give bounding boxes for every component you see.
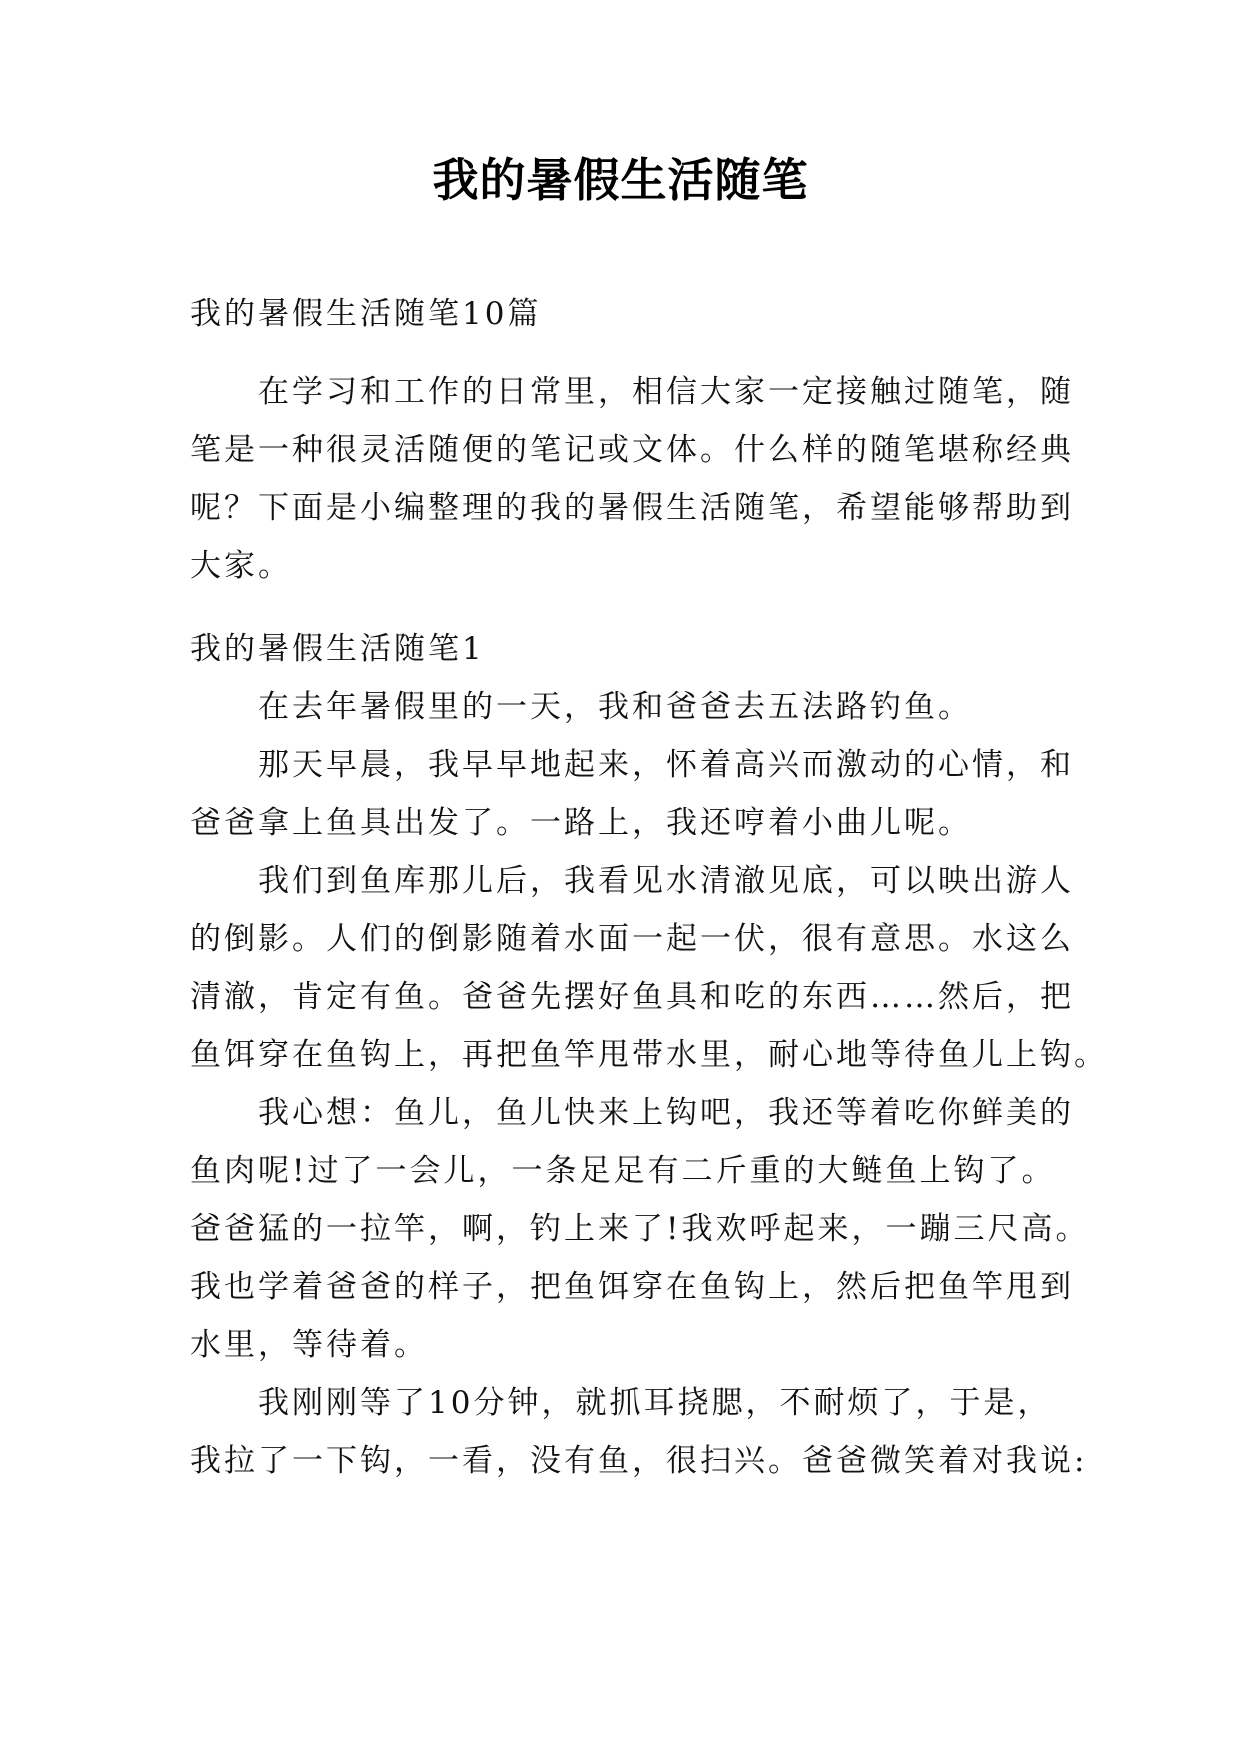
subtitle-text: 我的暑假生活随笔10篇 xyxy=(190,296,542,332)
section-heading: 我的暑假生活随笔1 xyxy=(190,631,485,667)
intro-line: 在学习和工作的日常里，相信大家一定接触过随笔，随 xyxy=(258,374,1074,410)
paragraph-line: 那天早晨，我早早地起来，怀着高兴而激动的心情，和 xyxy=(258,747,1074,783)
paragraph-line: 我拉了一下钩，一看，没有鱼，很扫兴。爸爸微笑着对我说: xyxy=(190,1443,1088,1479)
paragraph-line: 爸爸猛的一拉竿，啊，钓上来了!我欢呼起来，一蹦三尺高。 xyxy=(190,1211,1090,1247)
paragraph-line: 的倒影。人们的倒影随着水面一起一伏，很有意思。水这么 xyxy=(190,921,1074,957)
paragraph-line: 鱼肉呢!过了一会儿，一条足足有二斤重的大鲢鱼上钩了。 xyxy=(190,1153,1056,1189)
intro-line: 呢？下面是小编整理的我的暑假生活随笔，希望能够帮助到 xyxy=(190,490,1074,526)
paragraph-line: 我也学着爸爸的样子，把鱼饵穿在鱼钩上，然后把鱼竿甩到 xyxy=(190,1269,1074,1305)
document-title: 我的暑假生活随笔 xyxy=(432,153,809,207)
paragraph-line: 清澈，肯定有鱼。爸爸先摆好鱼具和吃的东西……然后，把 xyxy=(190,979,1074,1015)
intro-paragraph xyxy=(190,363,1074,595)
paragraph-line: 我刚刚等了10分钟，就抓耳挠腮，不耐烦了，于是， xyxy=(258,1385,1052,1421)
paragraph-line: 鱼饵穿在鱼钩上，再把鱼竿甩带水里，耐心地等待鱼儿上钩。 xyxy=(190,1037,1108,1073)
paragraph-line: 水里，等待着。 xyxy=(190,1327,428,1363)
section-1 xyxy=(190,620,1108,1490)
paragraph-line: 爸爸拿上鱼具出发了。一路上，我还哼着小曲儿呢。 xyxy=(190,805,972,841)
intro-line: 大家。 xyxy=(190,548,292,584)
paragraph-line: 在去年暑假里的一天，我和爸爸去五法路钓鱼。 xyxy=(258,689,972,725)
intro-line: 笔是一种很灵活随便的笔记或文体。什么样的随笔堪称经典 xyxy=(190,432,1074,468)
document-subtitle xyxy=(190,285,1055,343)
paragraph-line: 我心想：鱼儿，鱼儿快来上钩吧，我还等着吃你鲜美的 xyxy=(258,1095,1074,1131)
paragraph-line: 我们到鱼库那儿后，我看见水清澈见底，可以映出游人 xyxy=(258,863,1074,899)
